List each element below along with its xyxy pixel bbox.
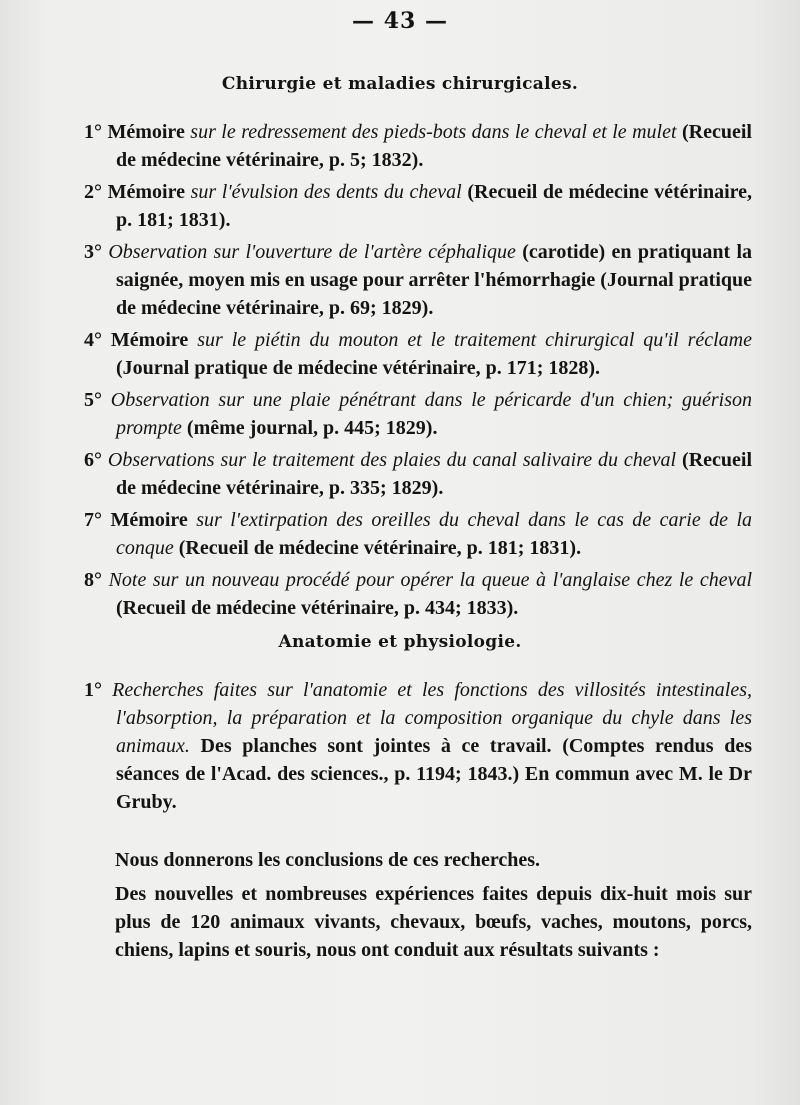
list-item: 5° Observation sur une plaie pénétrant dans le péricarde d'un chien; guérison prompte (même journal, p. 445; 1829). — [84, 389, 753, 439]
list-item: 1° Recherches faites sur l'anatomie et les fonctions des villosités intestinales, l'absorption, la préparation et la composition organique du chyle dans les animaux. Des planches sont jointes à ce travail. (Comptes rendus des séances de l'Acad. des sciences., p. 1194; 1843.) En commun avec M. le Dr Gruby. — [84, 679, 753, 813]
list-item: 2° Mémoire sur l'évulsion des dents du cheval (Recueil de médecine vétérinaire, p. 181; 1831). — [84, 181, 753, 231]
list-item: 3° Observation sur l'ouverture de l'artère céphalique (carotide) en pratiquant la saignée, moyen mis en usage pour arrêter l'hémorrhagie (Journal pratique de médecine vétérinaire, p. 69; 1829). — [84, 241, 753, 319]
paragraph: Nous donnerons les conclusions de ces recherches. — [115, 849, 541, 871]
section-title-surgery: Chirurgie et maladies chirurgicales. — [221, 74, 579, 94]
list-item: 8° Note sur un nouveau procédé pour opérer la queue à l'anglaise chez le cheval (Recueil de médecine vétérinaire, p. 434; 1833). — [84, 569, 753, 619]
body-paragraphs — [115, 846, 752, 970]
list-item: 4° Mémoire sur le piétin du mouton et le traitement chirurgical qu'il réclame (Journal pratique de médecine vétérinaire, p. 171; 1828). — [84, 329, 753, 379]
surgery-entries — [84, 118, 752, 626]
paragraph: Des nouvelles et nombreuses expériences faites depuis dix-huit mois sur plus de 120 animaux vivants, chevaux, bœufs, vaches, moutons, porcs, chiens, lapins et souris, nous ont conduit aux résultats suivants : — [115, 883, 752, 961]
anatomy-entries — [84, 676, 752, 820]
list-item: 6° Observations sur le traitement des plaies du canal salivaire du cheval (Recueil de médecine vétérinaire, p. 335; 1829). — [84, 449, 753, 499]
list-item: 7° Mémoire sur l'extirpation des oreilles du cheval dans le cas de carie de la conque (Recueil de médecine vétérinaire, p. 181; 1831). — [84, 509, 753, 559]
list-item: 1° Mémoire sur le redressement des pieds-bots dans le cheval et le mulet (Recueil de médecine vétérinaire, p. 5; 1832). — [84, 121, 752, 171]
page-number: — 43 — — [352, 8, 448, 34]
section-title-anatomy: Anatomie et physiologie. — [278, 632, 522, 652]
